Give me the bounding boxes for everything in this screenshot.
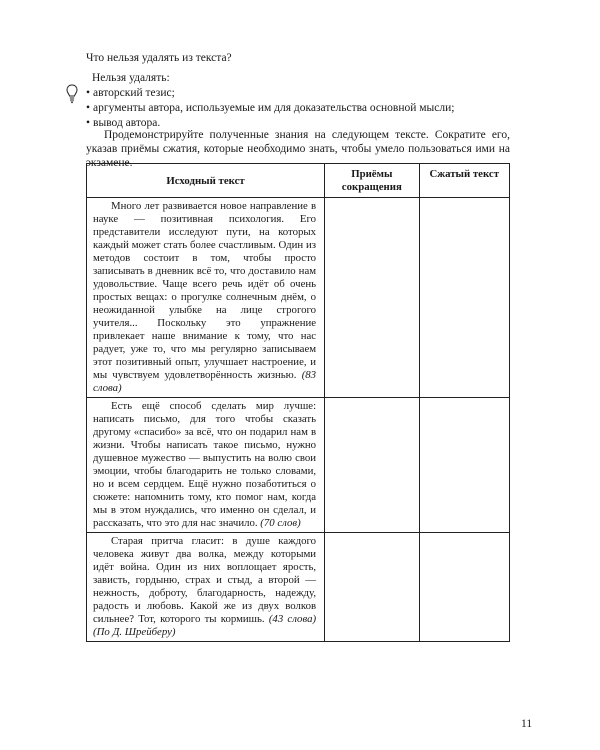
- source-text-cell: Есть ещё способ сделать мир лучше: написать письмо, для того чтобы сказать другому «спасибо» за всё, что он подарил нам в жизни. Чтобы написать такое письмо, нужно душевное мужество — выпустить на волю свои эмоции, чтобы благодарить не только словами, но и всем сердцем. Ещё нужно позаботиться о сюжете: напомнить тому, кто помог нам, когда мы в этом нуждались, что именно он сделал, и рассказать, что это для нас значило. (70 слов): [87, 398, 325, 533]
- list-item: • вывод автора.: [86, 116, 454, 131]
- compressed-text-cell[interactable]: [419, 533, 509, 642]
- table-row: [87, 398, 510, 533]
- techniques-cell[interactable]: [325, 198, 419, 398]
- list-item: • аргументы автора, используемые им для доказательства основной мысли;: [86, 101, 454, 116]
- answer-list: [86, 86, 454, 131]
- task-intro: Продемонстрируйте полученные знания на следующем тексте. Сократите его, указав приёмы сжатия, которые необходимо знать, чтобы умело пользоваться ими на экзамене.: [86, 129, 510, 169]
- lightbulb-icon: [66, 84, 78, 106]
- list-item: • авторский тезис;: [86, 86, 454, 101]
- table-row: [87, 198, 510, 398]
- header-source-text: Исходный текст: [87, 164, 325, 198]
- table-row: [87, 533, 510, 642]
- table-header-row: [87, 164, 510, 198]
- compressed-text-cell[interactable]: [419, 198, 509, 398]
- header-compressed-text: Сжатый текст: [419, 164, 509, 198]
- source-text-cell: Много лет развивается новое направление в науке — позитивная психология. Его представители исследуют пути, на которых каждый может стать более счастливым. Один из методов состоит в том, чтобы просто записывать в дневник всё то, что доставило нам удовольствие. Чаще всего речь идёт об очень простых вещах: о прогулке солнечным днём, о неожиданной улыбке на лице строгого учителя... Поскольку это упражнение привлекает наше внимание к тому, что нас радует, уже то, что мы регулярно записываем этот позитивный опыт, улучшает настроение, и мы чувствуем удовлетворённость жизнью. (83 слова): [87, 198, 325, 398]
- page-number: 11: [521, 718, 533, 730]
- exercise-table: [86, 163, 510, 642]
- techniques-cell[interactable]: [325, 398, 419, 533]
- answer-label: Нельзя удалять:: [92, 72, 170, 84]
- header-techniques: Приёмы сокращения: [325, 164, 419, 198]
- compressed-text-cell[interactable]: [419, 398, 509, 533]
- techniques-cell[interactable]: [325, 533, 419, 642]
- question: Что нельзя удалять из текста?: [86, 52, 232, 64]
- source-text-cell: Старая притча гласит: в душе каждого человека живут два волка, между которыми идёт война. Один из них воплощает ярость, зависть, гордыню, страх и стыд, а второй — нежность, доброту, благодарность, надежду, радость и любовь. Какой же из двух волков сильнее? Тот, которого ты кормишь. (43 слова) (По Д. Шрейберу): [87, 533, 325, 642]
